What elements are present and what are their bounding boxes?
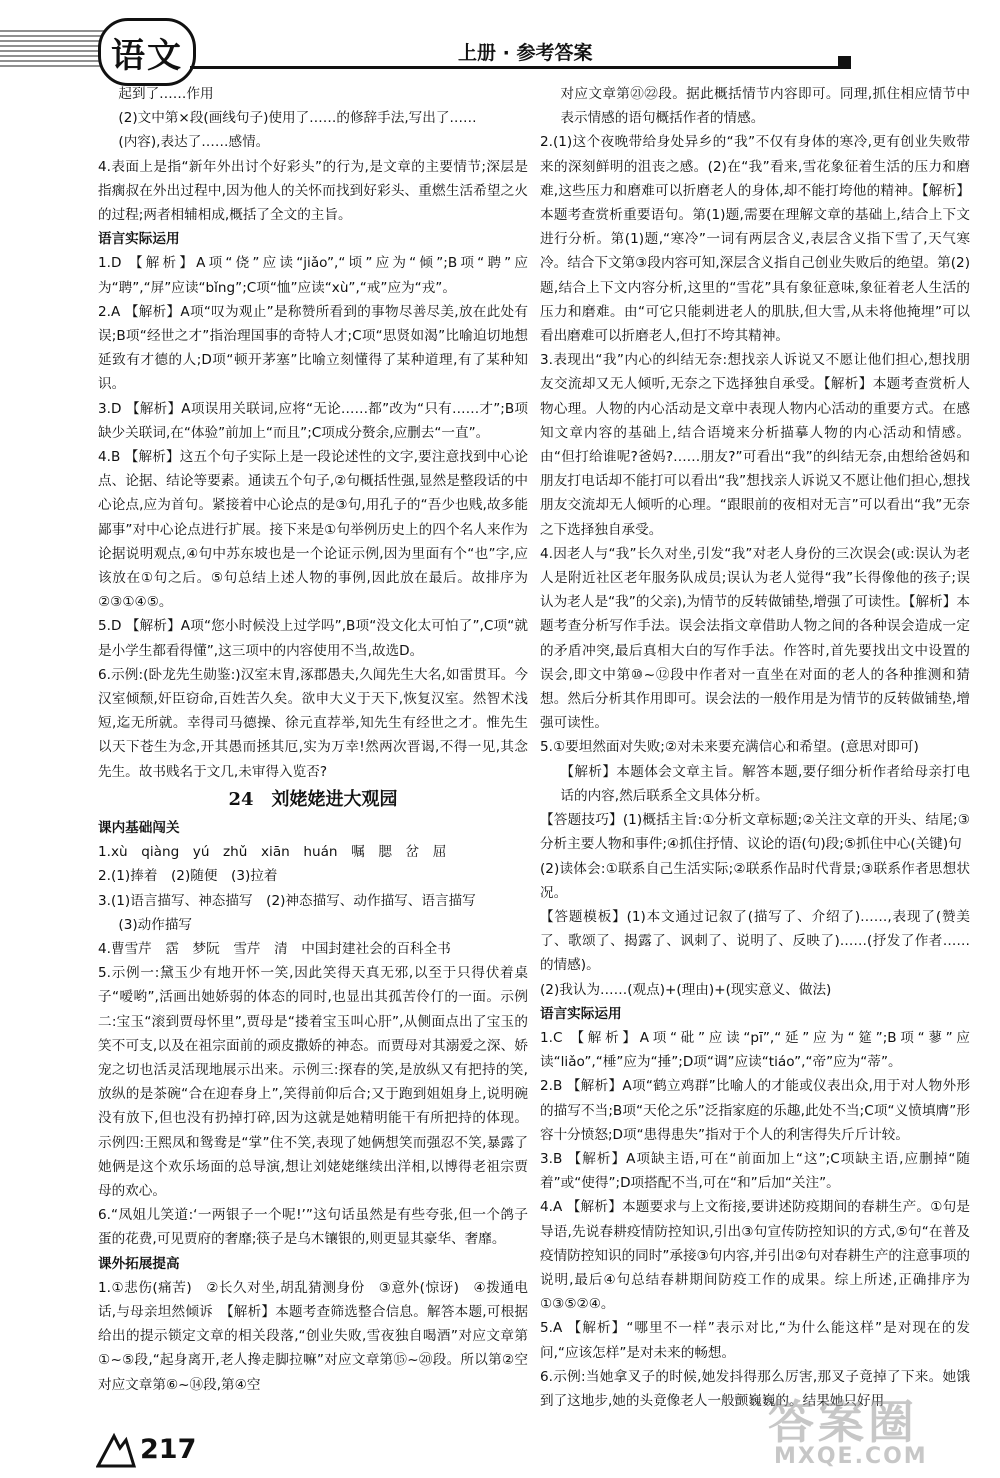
answer-item: 2.A 【解析】A项“叹为观止”是称赞所看到的事物尽善尽美,放在此处有误;B项“经世之才”指治理国事的奇特人才;C项“思贤如渴”比喻迫切地想延致有才德的人;D项“顿开茅塞”比喻立刻懂得了某种道理,有了某种知识。 <box>98 303 528 393</box>
answer-tips: (2)读体会:①联系自己生活实际;②联系作品时代背景;③联系作者思想状况。 <box>540 860 970 901</box>
answer-item: 2.(1)这个夜晚带给身处异乡的“我”不仅有身体的寒冷,更有创业失败带来的深刻鲜明的沮丧之感。(2)在“我”看来,雪花象征着生活的压力和磨难,这些压力和磨难可以折磨老人的身体,却不能打垮他的精神。【解析】本题考查赏析重要语句。第(1)题,需要在理解文章的基础上,结合上下文进行分析。第(1)题,“寒冷”一词有两层含义,表层含义指下雪了,天气寒冷。结合下文第③段内容可知,深层含义指自己创业失败后的绝望。第(2)题,结合上下文内容分析,这里的“雪花”具有象征意味,象征着老人生活的压力和磨难。由“可它只能刺进老人的肌肤,但大雪,从未将他掩埋”可以看出磨难可以折磨老人,但打不垮其精神。 <box>540 134 970 345</box>
text-line: (2)文中第×段(画线句子)使用了……的修辞手法,写出了…… <box>118 110 477 127</box>
header-square-icon <box>838 56 851 69</box>
answer-item: 1.C 【解析】A项“砒”应读“pī”,“延”应为“筵”;B项“蓼”应读“liǎo”,“棰”应为“捶”;D项“调”应读“tiáo”,“帝”应为“蒂”。 <box>540 1029 970 1071</box>
section-heading-language: 语言实际运用 <box>98 231 180 248</box>
answer-item: (3)动作描写 <box>118 916 193 933</box>
watermark-text: 答案圈 <box>768 1395 918 1449</box>
answer-item: 4.表面上是指“新年外出讨个好彩头”的行为,是文章的主要情节;深层是指瘸叔在外出过程中,因为他人的关怀而找到好彩头、重燃生活希望之火的过程;两者相辅相成,概括了全文的主旨。 <box>98 158 528 224</box>
watermark <box>768 1386 983 1472</box>
answer-item: 3.B 【解析】A项缺主语,可在“前面加上“这”;C项缺主语,应删掉“随着”或“使得”;D项搭配不当,可在“和”后加“关注”。 <box>540 1150 970 1192</box>
answer-item: 4.A 【解析】本题要求与上文衔接,要讲述防疫期间的春耕生产。①句是导语,先说春耕疫情防控知识,引出③句宣传防控知识的方式,⑤句“在普及疫情防控知识的同时”承接③句内容,并引出②句对春耕生产的注意事项的说明,最后④句总结春耕期间防疫工作的成果。综上所述,正确排序为①③⑤②④。 <box>540 1199 970 1313</box>
answer-template: (2)我认为……(观点)+(理由)+(现实意义、做法) <box>540 981 832 998</box>
answer-item: 5.①要坦然面对失败;②对未来要充满信心和希望。(意思对即可) <box>540 739 919 756</box>
page-header <box>0 0 1000 88</box>
answer-item: 2.(1)捧着 (2)随便 (3)拉着 <box>98 868 278 885</box>
subject-logo: 语文 <box>98 18 196 86</box>
analysis-note: 【解析】本题体会文章主旨。解答本题,要仔细分析作者给母亲打电话的内容,然后联系全文具体分析。 <box>560 763 970 804</box>
lesson-title: 24 刘姥姥进大观园 <box>228 788 398 810</box>
answer-item: 5.示例一:黛玉少有地开怀一笑,因此笑得天真无邪,以至于只得伏着桌子“嗳哟”,活画出她娇弱的体态的同时,也显出其孤苦伶仃的一面。示例二:宝玉“滚到贾母怀里”,贾母是“搂着宝玉叫心肝”,从侧面点出了宝玉的笑不可支,以及在祖宗面前的顽皮撒娇的神态。而贾母对其溺爱之深、娇宠之切也活灵活现地展示出来。示例三:探春的笑,是放纵又有把持的笑,放纵的是茶碗“合在迎春身上”,笑得前仰后合;又于跑到姐姐身上,说明碗没有放下,但也没有扔掉打碎,因为这就是她精明能干有所把持的体现。示例四:王熙凤和鸳鸯是“掌”住不笑,表现了她俩想笑而强忍不笑,暴露了她俩是这个欢乐场面的总导演,想让刘姥姥继续出洋相,以博得老祖宗贾母的欢心。 <box>98 965 528 1199</box>
answer-item: 6.“凤姐儿笑道:‘一两银子一个呢!’”这句话虽然是有些夸张,但一个鸽子蛋的花费,可见贾府的奢靡;筷子是乌木镶银的,则更显其豪华、奢靡。 <box>98 1207 528 1248</box>
answer-tips: 【答题技巧】(1)概括主旨:①分析文章标题;②关注文章的开头、结尾;③分析主要人物和事件;④抓住抒情、议论的语(句)段;⑤抓住中心(关键)句 <box>540 812 970 853</box>
answer-item: 6.示例:(卧龙先生勋鉴:)汉室末胄,涿郡愚夫,久闻先生大名,如雷贯耳。今汉室倾颓,奸臣窃命,百姓苦久矣。欲申大义于天下,恢复汉室。然智术浅短,迄无所就。幸得司马德操、徐元直荐举,知先生有经世之才。惟先生以天下苍生为念,开其愚而拯其厄,实为万幸!然两次晋谒,不得一见,其念先生。故书贱名于文几,未审得入览否? <box>98 666 528 780</box>
text-line: 对应文章第㉑㉒段。据此概括情节内容即可。同理,抓住相应情节中表示情感的语句概括作者的情感。 <box>560 86 970 127</box>
answer-item: 4.因老人与“我”长久对坐,引发“我”对老人身份的三次误会(或:误认为老人是附近社区老年服务队成员;误认为老人觉得“我”长得像他的孩子;误认为老人是“我”的父亲),为情节的反转做铺垫,增强了可读性。【解析】本题考查分析写作手法。误会法指文章借助人物之间的各种误会造成一定的矛盾冲突,最后真相大白的写作手法。作答时,首先要找出文中设置的误会,即文中第⑩~⑫段中作者对一直坐在对面的老人的各种推测和猜想。然后分析其作用即可。误会法的一般作用是为情节的反转做铺垫,增强可读性。 <box>540 545 970 732</box>
section-heading-language: 语言实际运用 <box>540 1005 622 1022</box>
answer-item: 5.A 【解析】“哪里不一样”表示对比,“为什么能这样”是对现在的发问,“应该怎样”是对未来的畅想。 <box>540 1320 970 1361</box>
section-heading-basic: 课内基础闯关 <box>98 819 180 836</box>
section-heading-extend: 课外拓展提高 <box>98 1255 180 1272</box>
watermark-url: MXQE.COM <box>774 1444 928 1469</box>
answer-item: 3.D 【解析】A项误用关联词,应将“无论……都”改为“只有……才”;B项缺少关联词,在“体验”前加上“而且”;C项成分赘余,应删去“一直”。 <box>98 400 528 441</box>
answer-item: 1.①悲伤(痛苦) ②长久对坐,胡乱猜测身份 ③意外(惊讶) ④拨通电话,与母亲坦然倾诉 【解析】本题考查筛选整合信息。解答本题,可根据给出的提示锁定文章的相关段落,“创业失败,雪夜独自喝酒”对应文章第①~⑤段,“起身离开,老人搀走脚拉嘛”对应文章第⑮~⑳段。所以第②空对应文章第⑥~⑭段,第④空 <box>98 1279 528 1393</box>
answer-item: 3.(1)语言描写、神态描写 (2)神态描写、动作描写、语言描写 <box>98 892 476 909</box>
answer-item: 1.D 【解析】A项“侥”应读“jiǎo”,“顷”应为“倾”;B项“聘”应为“聘”,“屏”应读“bǐng”;C项“恤”应读“xù”,“戒”应为“戎”。 <box>98 255 528 296</box>
answer-item: 1.xù qiàng yú zhǔ xiān huán 嘱 腮 岔 屈 <box>98 844 447 861</box>
answer-item: 6.示例:当她拿叉子的时候,她发抖得那么厉害,那叉子竟掉了下来。她饿到了这地步,她的头竟像老人一般颤巍巍的。结果她只好用 <box>540 1368 970 1409</box>
answer-template: 【答题模板】(1)本文通过记叙了(描写了、介绍了)……,表现了(赞美了、歌颂了、揭露了、讽刺了、说明了、反映了)……(抒发了作者……的情感)。 <box>540 908 970 974</box>
answer-item: 4.B 【解析】这五个句子实际上是一段论述性的文字,要注意找到中心论点、论据、结论等要素。通读五个句子,②句概括性强,显然是整段话的中心论点,应为首句。紧接着中心论点的是③句,用孔子的“吾少也贱,故多能鄙事”对中心论点进行扩展。接下来是①句举例历史上的四个名人来作为论据说明观点,④句中苏东坡也是一个论证示例,因为里面有个“也”字,应该放在①句之后。⑤句总结上述人物的事例,因此放在最后。故排序为②③①④⑤。 <box>98 449 528 611</box>
answer-item: 3.表现出“我”内心的纠结无奈:想找亲人诉说又不愿让他们担心,想找朋友交流却又无人倾听,无奈之下选择独自承受。【解析】本题考查赏析人物心理。人物的内心活动是文章中表现人物内心活动的重要方式。在感知文章内容的基础上,结合语境来分析描摹人物的内心活动和情感。由“但打给谁呢?爸妈?……朋友?”可看出“我”的纠结无奈,由想给爸妈和朋友打电话却不能打可以看出“我”想找亲人诉说又不愿让他们担心,想找朋友交流却无人倾听的心理。“跟眼前的夜相对无言”可以看出“我”无奈之下选择独自承受。 <box>540 352 970 538</box>
header-rule <box>190 66 845 69</box>
text-line: (内容),表达了……感情。 <box>118 134 270 151</box>
answer-item: 4.曹雪芹 霑 梦阮 雪芹 清 中国封建社会的百科全书 <box>98 940 451 957</box>
answer-item: 5.D 【解析】A项“您小时候没上过学吗”,B项“没文化太可怕了”,C项“就是小学生都看得懂”,这三项中的内容使用不当,故选D。 <box>98 618 528 659</box>
mountain-logo-icon <box>96 1430 136 1470</box>
page-number: 217 <box>140 1434 197 1465</box>
left-column <box>98 82 528 1397</box>
header-title: 上册 · 参考答案 <box>458 42 593 64</box>
text-line: 起到了……作用 <box>118 86 214 102</box>
right-column <box>540 82 970 1413</box>
answer-item: 2.B 【解析】A项“鹤立鸡群”比喻人的才能或仪表出众,用于对人物外形的描写不当;B项“天伦之乐”泛指家庭的乐趣,此处不当;C项“义愤填膺”形容十分愤怒;D项“患得患失”指对于个人的利害得失斤斤计较。 <box>540 1078 970 1143</box>
